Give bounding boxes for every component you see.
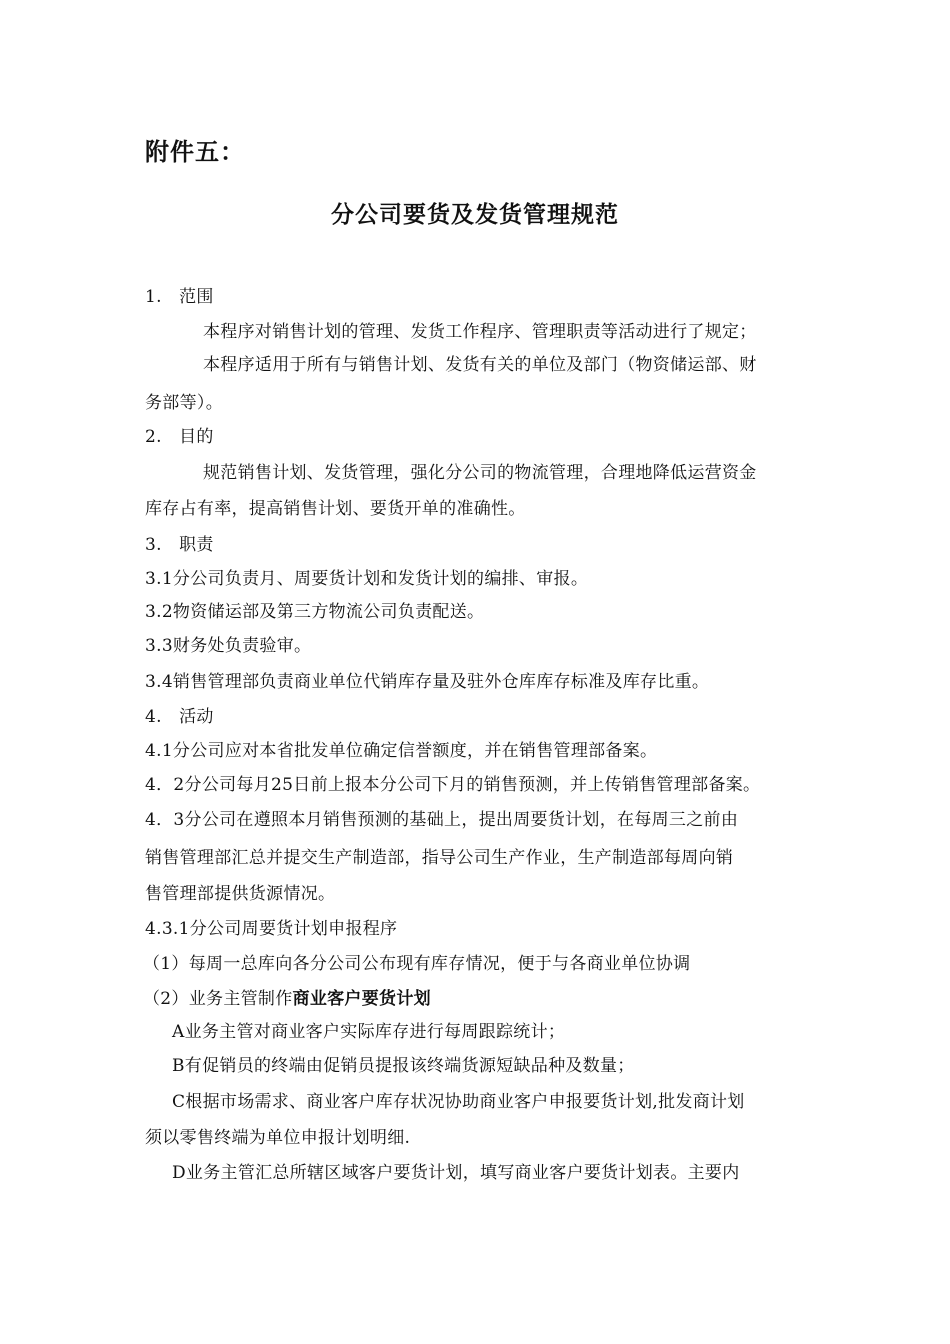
section-4-3-1: 4.3.1分公司周要货计划申报程序 (145, 919, 398, 939)
section-2-paragraph-line-1: 规范销售计划、发货管理，强化分公司的物流管理，合理地降低运营资金 (203, 463, 757, 483)
list-item-2-prefix: （2）业务主管制作 (143, 989, 293, 1009)
list-item-2 (143, 987, 431, 1011)
section-4-3-line-2: 销售管理部汇总并提交生产制造部，指导公司生产作业，生产制造部每周向销 (145, 848, 734, 868)
section-4-2: 4．2分公司每月25日前上报本分公司下月的销售预测，并上传销售管理部备案。 (145, 775, 761, 795)
section-3-2: 3.2物资储运部及第三方物流公司负责配送。 (145, 602, 485, 622)
section-3-3: 3.3财务处负责验审。 (145, 636, 312, 656)
section-3-1: 3.1分公司负责月、周要货计划和发货计划的编排、审报。 (145, 569, 589, 589)
attachment-heading: 附件五： (145, 137, 245, 166)
sub-item-c-line-1: C根据市场需求、商业客户库存状况协助商业客户申报要货计划,批发商计划 (172, 1092, 745, 1112)
section-1-title: 1. 范围 (145, 287, 214, 307)
section-1-paragraph-1: 本程序对销售计划的管理、发货工作程序、管理职责等活动进行了规定； (203, 322, 757, 342)
section-2-paragraph-line-2: 库存占有率，提高销售计划、要货开单的准确性。 (145, 499, 526, 519)
section-1-paragraph-2-line-1: 本程序适用于所有与销售计划、发货有关的单位及部门（物资储运部、财 (203, 355, 757, 375)
section-4-3-line-3: 售管理部提供货源情况。 (145, 884, 336, 904)
section-3-title: 3. 职责 (145, 535, 214, 555)
section-4-3-line-1: 4．3分公司在遵照本月销售预测的基础上，提出周要货计划，在每周三之前由 (145, 810, 739, 830)
sub-item-c-line-2: 须以零售终端为单位申报计划明细. (145, 1128, 411, 1148)
section-4-title: 4. 活动 (145, 707, 214, 727)
section-2-title: 2. 目的 (145, 427, 214, 447)
section-1-paragraph-2-line-2: 务部等）。 (145, 393, 223, 413)
document-title: 分公司要货及发货管理规范 (331, 201, 619, 228)
section-3-4: 3.4销售管理部负责商业单位代销库存量及驻外仓库库存标准及库存比重。 (145, 672, 710, 692)
sub-item-d-line-1: D业务主管汇总所辖区域客户要货计划，填写商业客户要货计划表。主要内 (172, 1163, 740, 1183)
sub-item-a: A业务主管对商业客户实际库存进行每周跟踪统计； (172, 1022, 566, 1042)
list-item-1: （1）每周一总库向各分公司公布现有库存情况，便于与各商业单位协调 (143, 954, 691, 974)
section-4-1: 4.1分公司应对本省批发单位确定信誉额度，并在销售管理部备案。 (145, 741, 658, 761)
sub-item-b: B有促销员的终端由促销员提报该终端货源短缺品种及数量； (172, 1056, 635, 1076)
list-item-2-emphasis: 商业客户要货计划 (292, 989, 431, 1009)
